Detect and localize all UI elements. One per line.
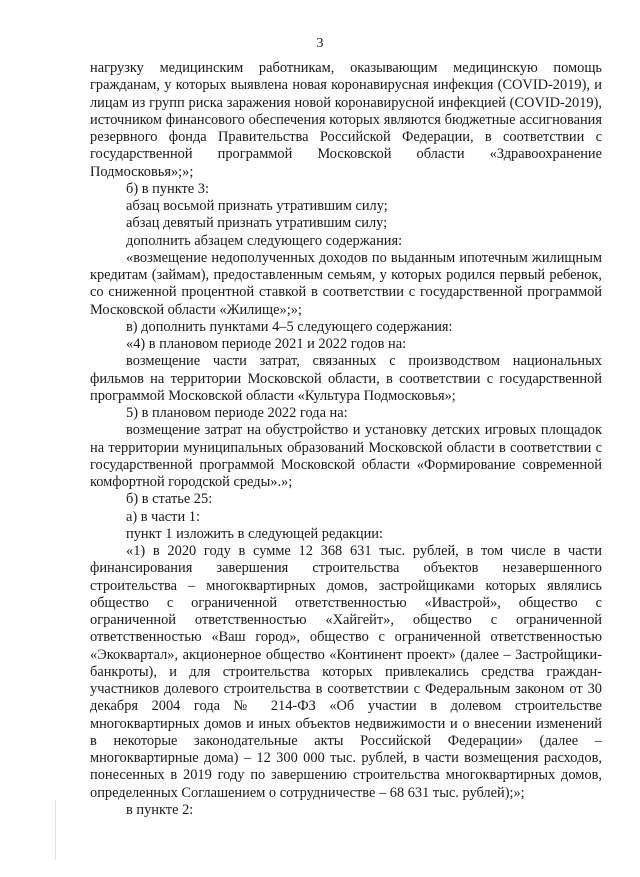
paragraph: 5) в плановом периоде 2022 года на: (126, 405, 348, 421)
paragraph: б) в статье 25: (126, 491, 213, 508)
paragraph: в) дополнить пунктами 4–5 следующего содержания: (126, 318, 453, 335)
paragraph: нагрузку медицинским работникам, оказывающим медицинскую помощь гражданам, у которых выявлена новая коронавирусная инфекция (COVID-2019), и лицам из групп риска заражения новой коронавирусной инфекцией (COVID-2019), источником финансового обеспечения которых являются бюджетные ассигнования резервного фонда Правительства Российской Федерации, в соответствии с государственной программой Московской области «Здравоохранение Подмосковья»;»; (90, 60, 602, 180)
paragraph: «1) в 2020 году в сумме 12 368 631 тыс. рублей, в том числе в части финансирования завершения строительства объектов незавершенного строительства – многоквартирных домов, застройщиками которых являлись общество с ограниченной ответственностью «Ивастрой», общество с ограниченной ответственностью «Хайгейт», общество с ограниченной ответственностью «Ваш город», общество с ограниченной ответственностью «Экоквартал», акционерное общество «Континент проект» (далее – Застройщики-банкроты), и для строительства которых привлекались средства граждан-участников долевого строительства в соответствии с Федеральным законом от 30 декабря 2004 года № 214-ФЗ «Об участии в долевом строительстве многоквартирных домов и иных объектов недвижимости и о внесении изменений в некоторые законодательные акты Российской Федерации» (далее – многоквартирные дома) – 12 300 000 тыс. рублей, в части возмещения расходов, понесенных в 2019 году по завершению строительства многоквартирных домов, определенных Соглашением о сотрудничестве – 68 631 тыс. рублей);»; (90, 543, 602, 801)
paragraph: возмещение затрат на обустройство и установку детских игровых площадок на территории муниципальных образований Московской области в соответствии с государственной программой Московской области «Формирование современной комфортной городской среды».»; (90, 422, 602, 490)
paragraph: дополнить абзацем следующего содержания: (126, 232, 403, 249)
scan-artifact (55, 800, 56, 860)
page-number: 3 (316, 36, 324, 51)
paragraph: б) в пункте 3: (126, 180, 209, 197)
paragraph: абзац восьмой признать утратившим силу; (126, 198, 388, 214)
paragraph: «4) в плановом периоде 2021 и 2022 годов на: (126, 336, 407, 352)
document-body (90, 60, 602, 819)
paragraph: а) в части 1: (126, 508, 200, 525)
paragraph: возмещение части затрат, связанных с производством национальных фильмов на территории Московской области, в соответствии с государственной программой Московской области «Культура Подмосковья»; (90, 353, 602, 404)
paragraph: абзац девятый признать утратившим силу; (126, 215, 388, 232)
paragraph: пункт 1 изложить в следующей редакции: (126, 525, 383, 542)
paragraph: «возмещение недополученных доходов по выданным ипотечным жилищным кредитам (займам), предоставленным семьям, у которых родился первый ребенок, со сниженной процентной ставкой в соответствии с государственной программой Московской области «Жилище»;»; (90, 249, 602, 318)
paragraph: в пункте 2: (126, 801, 194, 818)
